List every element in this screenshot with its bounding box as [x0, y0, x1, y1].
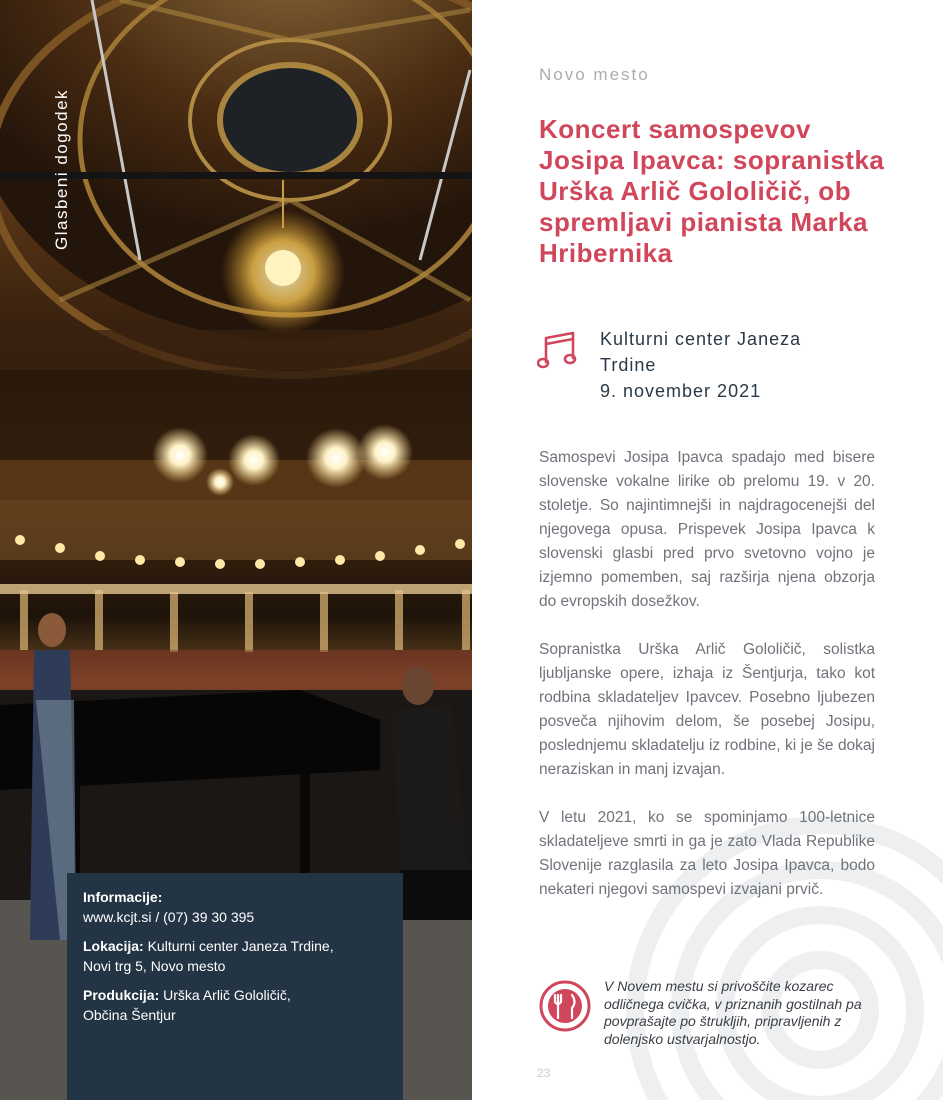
info-value: www.kcjt.si / (07) 39 30 395	[83, 909, 255, 925]
event-description	[539, 446, 875, 926]
info-label: Informacije:	[83, 889, 163, 905]
section-label: Glasbeni dogodek	[52, 88, 71, 250]
location-value-1: Kulturni center Janeza Trdine,	[143, 938, 334, 954]
info-box	[67, 873, 403, 1100]
venue-line-2: Trdine	[600, 355, 657, 375]
event-title: Koncert samospevov Josipa Ipavca: sopranistka Urška Arlič Gololičič, ob spremljavi pianista Marka Hribernika	[539, 114, 885, 268]
production-value-2: Občina Šentjur	[83, 1007, 176, 1023]
info-production	[83, 985, 387, 1025]
event-date: 9. november 2021	[600, 381, 762, 401]
page-number: 23	[537, 1066, 551, 1080]
production-value-1: Urška Arlič Gololičič,	[159, 987, 291, 1003]
paragraph: V letu 2021, ko se spominjamo 100-letnice skladateljeve smrti in ga je zato Vlada Republike Slovenije razglasila za leto Josipa Ipavca, bodo nekateri njegovi samospevi izvajani prvič.	[539, 809, 875, 898]
production-label: Produkcija:	[83, 987, 160, 1003]
paragraph: Samospevi Josipa Ipavca spadajo med bisere slovenske vokalne lirike ob prelomu 19. v 20. stoletje. So najintimnejši in najdragocenejši del njegovega opusa. Prispevek Josipa Ipavca k slovenski glasbi pred prvo svetovno vojno je izjemno pomemben, saj razširja njena obzorja do evropskih dosežkov.	[539, 449, 875, 610]
local-tip: V Novem mestu si privoščite kozarec odličnega cvička, v priznanih gostilnah pa povprašajte po štrukljih, pripravljenih z dolenjsko ustvarjalnostjo.	[604, 978, 862, 1047]
paragraph: Sopranistka Urška Arlič Gololičič, solistka ljubljanske opere, izhaja iz Šentjurja, tako kot rodbina skladateljev Ipavcev. Posebno ljubezen posveča njihovim delom, še posebej Josipu, poslednjemu skladatelju iz rodbine, ki je še dokaj neraziskan in manj izvajan.	[539, 641, 875, 778]
location-value-2: Novi trg 5, Novo mesto	[83, 958, 226, 974]
location-label: Lokacija:	[83, 938, 144, 954]
music-note-icon	[537, 330, 579, 372]
plate-cutlery-icon	[539, 980, 591, 1032]
city-label: Novo mesto	[539, 65, 650, 84]
event-venue-date	[600, 326, 860, 404]
venue-line-1: Kulturni center Janeza	[600, 329, 802, 349]
info-location	[83, 936, 387, 976]
info-contact	[83, 887, 387, 927]
